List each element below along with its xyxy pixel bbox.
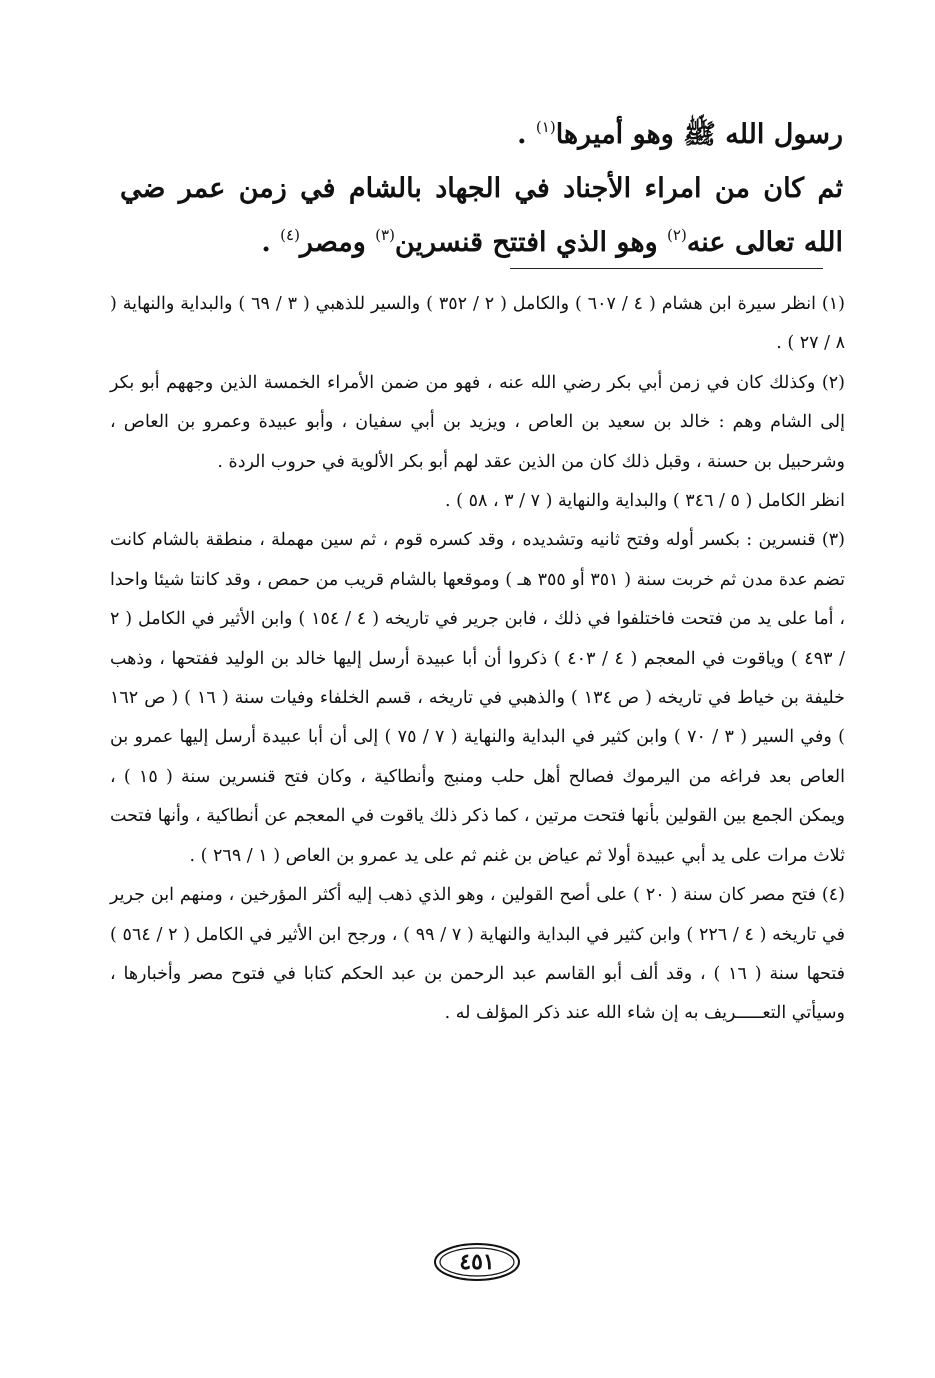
main-paragraph-2-text-c: ومصر bbox=[299, 227, 376, 258]
footnote-marker-1: (١) bbox=[535, 118, 556, 136]
main-line-1-end: . bbox=[517, 119, 536, 150]
main-paragraph-2-text-a: ثم كان من امراء الأجناد في الجهاد بالشام في زمن عمر ضي الله تعالى عنه bbox=[120, 173, 843, 258]
footnote-marker-4: (٤) bbox=[280, 226, 300, 244]
main-line-1 bbox=[120, 108, 843, 162]
footnote-2-reference: انظر الكامل ( ٥ / ٣٤٦ ) والبداية والنهاية ( ٧ / ٣ ، ٥٨ ) . bbox=[445, 491, 845, 512]
main-paragraph-2-end: . bbox=[261, 227, 281, 258]
footnote-3: (٣) قنسرين : بكسر أوله وفتح ثانيه وتشديده ، وقد كسره قوم ، ثم سين مهملة ، منطقة بالشام كانت تضم عدة مدن ثم خربت سنة ( ٣٥١ أو ٣٥٥ هـ ) وموقعها بالشام قريب من حمص ، وقد كانتا شيئا واحدا ، أما على يد من فتحت فاختلفوا في ذلك ، فابن جرير في تاريخه ( ٤ / ١٥٤ ) وابن الأثير في الكامل ( ٢ / ٤٩٣ ) وياقوت في المعجم ( ٤ / ٤٠٣ ) ذكروا أن أبا عبيدة أرسل إليها خالد بن الوليد ففتحها ، وذهب خليفة بن خياط في تاريخه ( ص ١٣٤ ) والذهبي في تاريخه ، قسم الخلفاء وفيات سنة ( ١٦ ) ( ص ١٦٢ ) وفي السير ( ٣ / ٧٠ ) وابن كثير في البداية والنهاية ( ٧ / ٧٥ ) إلى أن أبا عبيدة أرسل إليها عمرو بن العاص بعد فراغه من اليرموك فصالح أهل حلب ومنبج وأنطاكية ، وكان فتح قنسرين سنة ( ١٥ ) ، ويمكن الجمع بين القولين بأنها فتحت مرتين ، كما ذكر ذلك ياقوت في المعجم عن أنطاكية ، وأنها فتحت ثلاث مرات على يد أبي عبيدة أولا ثم عياض بن غنم ثم على يد عمرو بن العاص ( ١ / ٢٦٩ ) . bbox=[110, 530, 845, 866]
main-text bbox=[120, 108, 843, 270]
page-number-badge bbox=[432, 1241, 522, 1283]
footnote-2: (٢) وكذلك كان في زمن أبي بكر رضي الله عنه ، فهو من ضمن الأمراء الخمسة الذين وجههم أبو بكر إلى الشام وهم : خالد بن سعيد بن العاص ، ويزيد بن أبي سفيان ، وأبو عبيدة وعمرو بن العاص ، وشرحبيل بن حسنة ، وقبل ذلك كان من الذين عقد لهم أبو بكر الألوية في حروب الردة . bbox=[110, 372, 845, 472]
footnote-1: (١) انظر سيرة ابن هشام ( ٤ / ٦٠٧ ) والكامل ( ٢ / ٣٥٢ ) والسير للذهبي ( ٣ / ٦٩ ) والبداية والنهاية ( ٨ / ٢٧ ) . bbox=[110, 294, 845, 354]
footnote-4: (٤) فتح مصر كان سنة ( ٢٠ ) على أصح القولين ، وهو الذي ذهب إليه أكثر المؤرخين ، ومنهم ابن جرير في تاريخه ( ٤ / ٢٢٦ ) وابن كثير في البداية والنهاية ( ٧ / ٩٩ ) ، ورجح ابن الأثير في الكامل ( ٢ / ٥٦٤ ) فتحها سنة ( ١٦ ) ، وقد ألف أبو القاسم عبد الرحمن بن عبد الحكم كتابا في فتوح مصر وأخبارها ، وسيأتي التعـــــريف به إن شاء الله عند ذكر المؤلف له . bbox=[110, 885, 846, 1024]
main-paragraph-2 bbox=[120, 162, 843, 270]
main-paragraph-2-text-b: وهو الذي افتتح قنسرين bbox=[394, 227, 668, 258]
footnotes bbox=[110, 285, 845, 1034]
footnote-marker-3: (٣) bbox=[375, 226, 395, 244]
footnote-divider bbox=[510, 268, 823, 269]
page-number: ٤٥١ bbox=[459, 1249, 495, 1275]
footnote-marker-2: (٢) bbox=[667, 226, 687, 244]
main-line-1-text: رسول الله ﷺ وهو أميرها bbox=[555, 119, 843, 150]
